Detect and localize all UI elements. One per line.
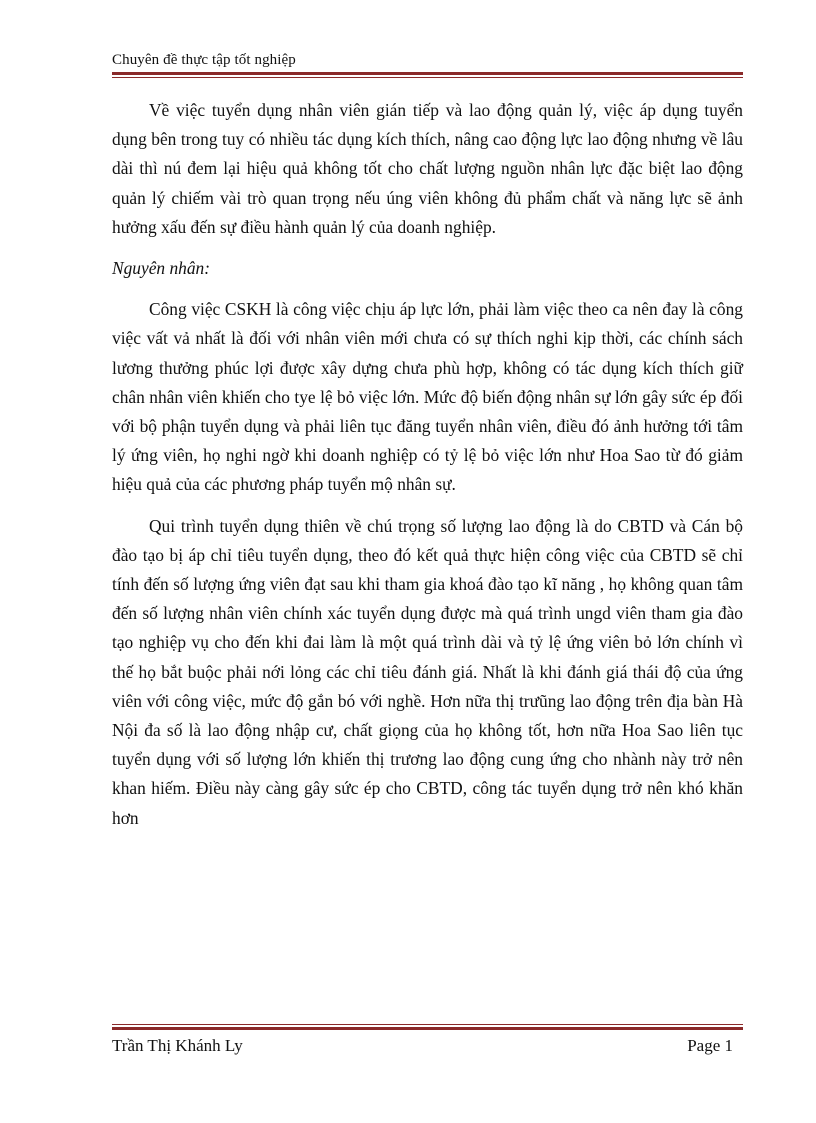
- footer-divider-thick: [112, 1027, 743, 1030]
- header-divider: [112, 72, 743, 78]
- paragraph-recruitment-impact: Về việc tuyển dụng nhân viên gián tiếp và lao động quản lý, việc áp dụng tuyển dụng bên trong tuy có nhiều tác dụng kích thích, nâng cao động lực lao động nhưng về lâu dài thì nú đem lại hiệu quả không tốt cho chất lượng nguồn nhân lực đặc biệt lao động quản lý chiếm vài trò quan trọng nếu úng viên không đủ phẩm chất và năng lực sẽ ảnh hưởng xấu đến sự điều hành quản lý của doanh nghiệp.: [112, 100, 743, 237]
- footer-page-number: Page 1: [687, 1036, 733, 1055]
- footer-divider-thin: [112, 1024, 743, 1025]
- document-body: [112, 96, 743, 833]
- footer-divider: [112, 1024, 743, 1030]
- paragraph-causes: Công việc CSKH là công việc chịu áp lực lớn, phải làm việc theo ca nên đay là công việc vất vả nhất là đối với nhân viên mới chưa có sự thích nghi kịp thời, các chính sách lương thưởng phúc lợi được xây dựng chưa phù hợp, không có tác dụng kích thích giữ chân nhân viên khiến cho tye lệ bỏ việc lớn. Mức độ biến động nhân sự lớn gây sức ép đối với bộ phận tuyển dụng và phải liên tục đăng tuyển nhân viên, điều đó ảnh hưởng tới tâm lý ứng viên, họ nghi ngờ khi doanh nghiệp có tỷ lệ bỏ việc lớn như Hoa Sao từ đó giảm hiệu quả của các phương pháp tuyển mộ nhân sự.: [112, 299, 743, 495]
- section-label-causes: Nguyên nhân:: [112, 258, 211, 279]
- header-divider-thin: [112, 77, 743, 78]
- footer-author: Trần Thị Khánh Ly: [112, 1036, 243, 1055]
- header-divider-thick: [112, 72, 743, 75]
- paragraph-recruitment-process: Qui trình tuyển dụng thiên về chú trọng số lượng lao động là do CBTD và Cán bộ đào tạo bị áp chỉ tiêu tuyển dụng, theo đó kết quả thực hiện công việc của CBTD sẽ chỉ tính đến số lượng ứng viên đạt sau khi tham gia khoá đào tạo kĩ năng , họ không quan tâm đến số lượng nhân viên chính xác tuyển dụng được mà quá trình ungd viên tham gia đào tạo nghiệp vụ cho đến khi đai làm là một quá trình dài và tỷ lệ ứng viên bỏ lớn chính vì thế họ bắt buộc phải nới lỏng các chỉ tiêu đánh giá. Nhất là khi đánh giá thái độ của ứng viên với công việc, mức độ gắn bó với nghề. Hơn nữa thị trưũng lao động trên địa bàn Hà Nội đa số là lao động nhập cư, chất giọng của họ không tốt, hơn nữa Hoa Sao liên tục tuyển dụng với số lượng lớn khiến thị trương lao động cung ứng cho nhành này trở nên khan hiếm. Điều này càng gây sức ép cho CBTD, công tác tuyển dụng trở nên khó khăn hơn: [112, 515, 743, 828]
- page-header-title: Chuyên đề thực tập tốt nghiệp: [112, 52, 296, 68]
